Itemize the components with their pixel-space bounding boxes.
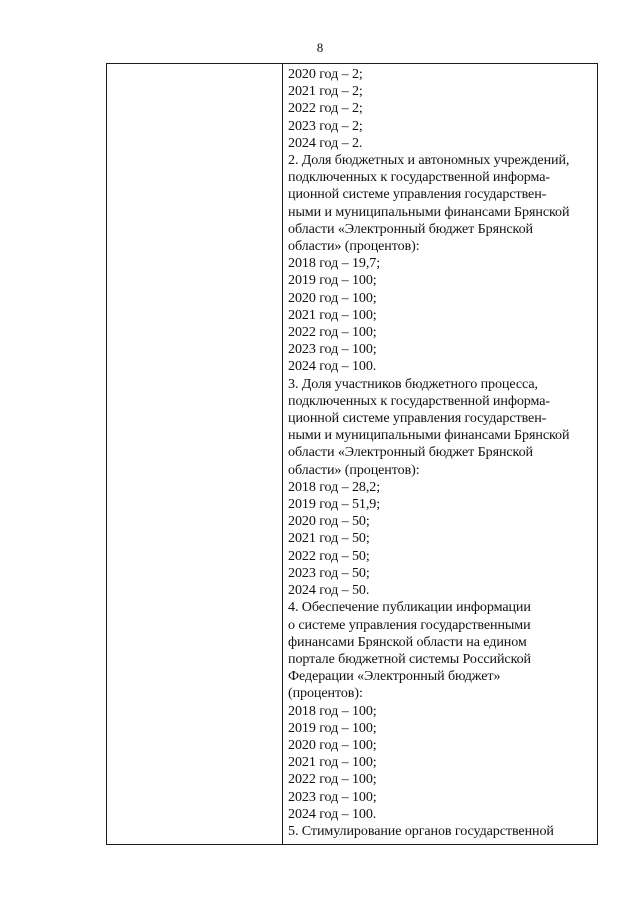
text-line: 2024 год – 50. [288, 582, 370, 599]
text-line: 2024 год – 100. [288, 358, 377, 375]
text-line: 2024 год – 100. [288, 805, 377, 822]
document-table [106, 63, 598, 845]
text-line: 2023 год – 2; [288, 117, 363, 134]
text-line: 2020 год – 2; [288, 66, 363, 82]
text-line: области «Электронный бюджет Брянской [288, 444, 533, 461]
table-left-cell [107, 64, 283, 844]
text-line: 2018 год – 19,7; [288, 255, 381, 272]
text-line: о системе управления государственными [288, 616, 531, 633]
text-line: (процентов): [288, 685, 363, 702]
text-line: 5. Стимулирование органов государственной [288, 822, 554, 839]
text-line: 2023 год – 100; [288, 788, 377, 805]
text-line: 2019 год – 100; [288, 719, 377, 736]
text-line: портале бюджетной системы Российской [288, 650, 531, 667]
text-line: 2019 год – 100; [288, 272, 377, 289]
text-line: 2018 год – 100; [288, 702, 377, 719]
text-line: 2. Доля бюджетных и автономных учреждений, [288, 152, 570, 169]
page-number: 8 [316, 40, 324, 55]
text-line: ными и муниципальными финансами Брянской [288, 427, 570, 444]
text-line: 2021 год – 50; [288, 530, 370, 547]
text-line: 2019 год – 51,9; [288, 496, 381, 513]
text-line: области» (процентов): [288, 461, 420, 478]
text-line: 2022 год – 100; [288, 324, 377, 341]
text-line: 4. Обеспечение публикации информации [288, 599, 531, 616]
text-line: 2024 год – 2. [288, 134, 363, 151]
text-line: финансами Брянской области на едином [288, 633, 527, 650]
text-line: 2022 год – 50; [288, 547, 370, 564]
text-line: ционной системе управления государствен- [288, 186, 547, 203]
text-line: 2018 год – 28,2; [288, 478, 381, 495]
text-line: 2023 год – 100; [288, 341, 377, 358]
text-line: 3. Доля участников бюджетного процесса, [288, 375, 538, 392]
text-line: 2020 год – 100; [288, 289, 377, 306]
text-line: подключенных к государственной информа- [288, 392, 551, 409]
table-right-cell [284, 64, 597, 844]
text-line: ционной системе управления государствен- [288, 410, 547, 427]
text-line: 2021 год – 100; [288, 754, 377, 771]
text-line: 2020 год – 50; [288, 513, 370, 530]
text-line: 2021 год – 2; [288, 83, 363, 100]
text-line: Федерации «Электронный бюджет» [288, 668, 501, 685]
text-line: 2022 год – 2; [288, 100, 363, 117]
text-line: 2023 год – 50; [288, 564, 370, 581]
text-line: 2022 год – 100; [288, 771, 377, 788]
text-line: 2021 год – 100; [288, 306, 377, 323]
text-line: 2020 год – 100; [288, 736, 377, 753]
text-line: ными и муниципальными финансами Брянской [288, 203, 570, 220]
text-line: области «Электронный бюджет Брянской [288, 220, 533, 237]
text-line: области» (процентов): [288, 238, 420, 255]
text-line: подключенных к государственной информа- [288, 169, 551, 186]
